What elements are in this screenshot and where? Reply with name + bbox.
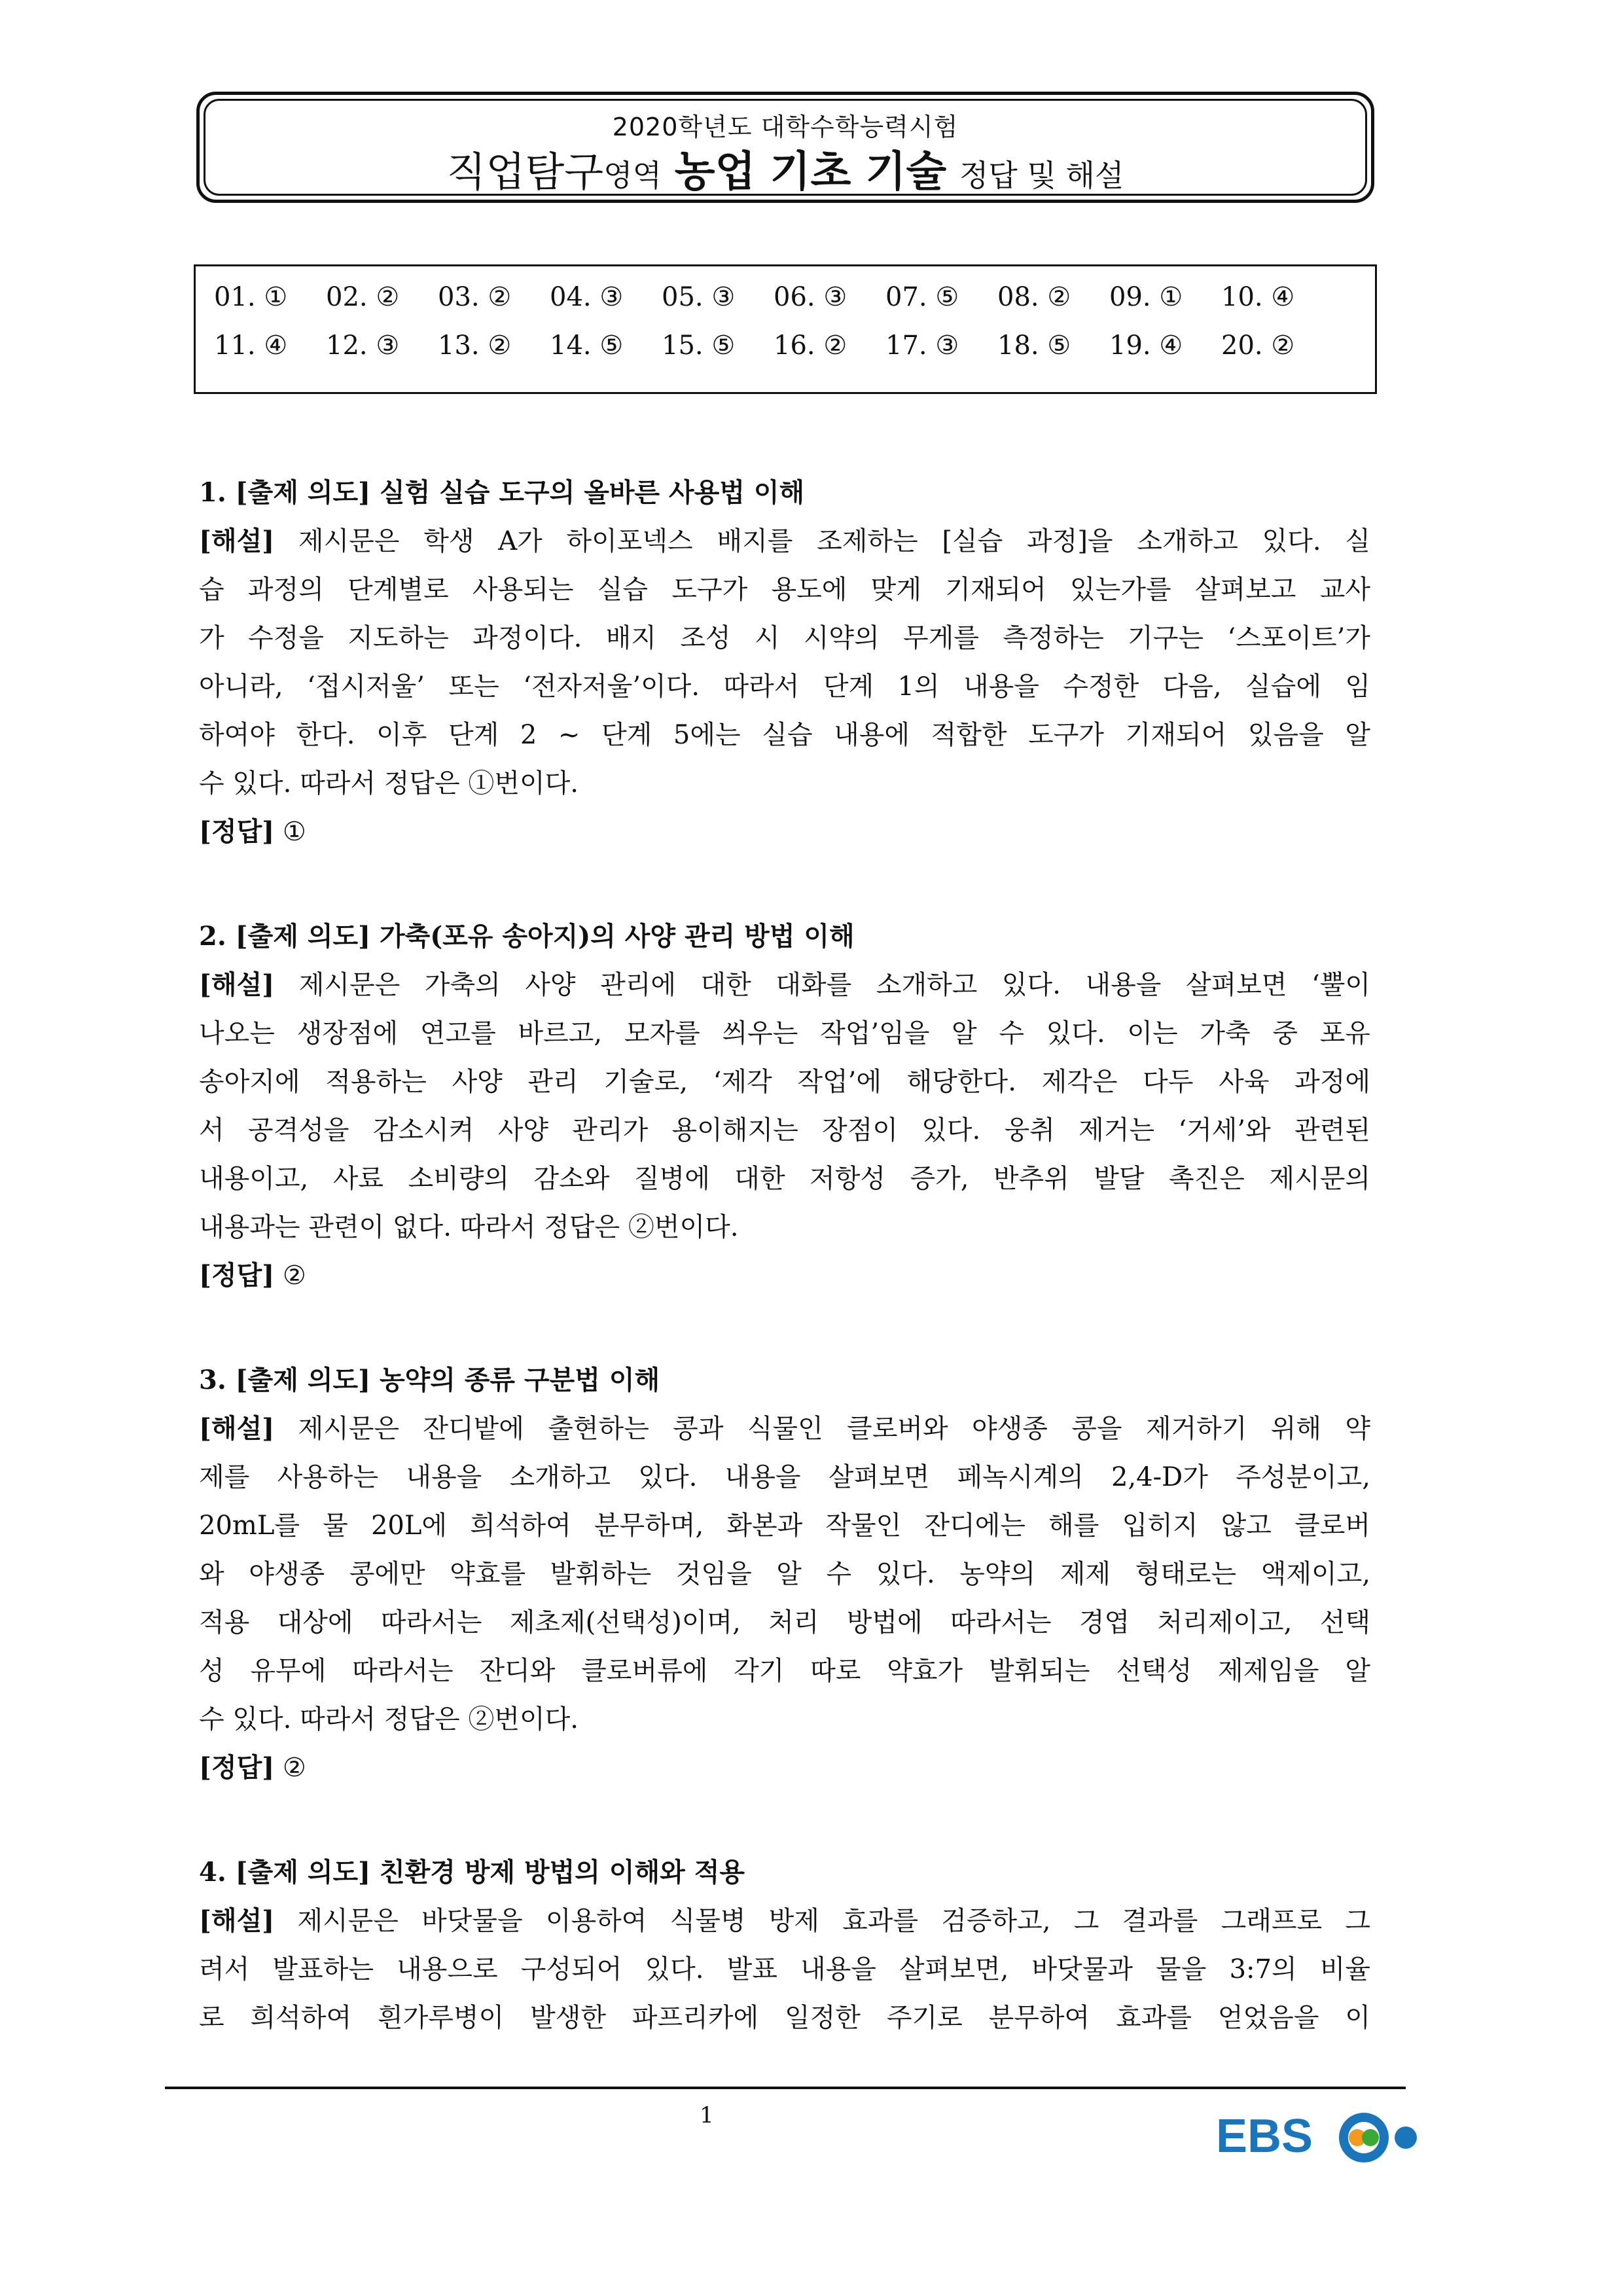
explanation-line: 수 있다. 따라서 정답은 ②번이다. <box>199 1704 579 1734</box>
explanation-line: 아니라, ‘접시저울’ 또는 ‘전자저울’이다. 따라서 단계 1의 내용을 수정한 다음, 실습에 임 <box>199 672 1370 702</box>
question-heading: 1. [출제 의도] 실험 실습 도구의 올바른 사용법 이해 <box>199 477 805 508</box>
explanation-line: 20mL를 물 20L에 희석하여 분무하며, 화본과 작물인 잔디에는 해를 입히지 않고 클로버 <box>199 1511 1370 1541</box>
answer-item: 04. ③ <box>550 282 624 312</box>
answer-item: 19. ④ <box>1109 331 1183 361</box>
answer-row-1 <box>214 282 1362 321</box>
answer-item: 07. ⑤ <box>885 282 959 312</box>
logo-blue-dot <box>1395 2126 1417 2149</box>
answer-item: 02. ② <box>326 282 400 312</box>
explanation-line: 성 유무에 따라서는 잔디와 클로버류에 각기 따로 약효가 발휘되는 선택성 제제임을 알 <box>199 1656 1370 1686</box>
question-heading: 4. [출제 의도] 친환경 방제 방법의 이해와 적용 <box>199 1857 745 1888</box>
answer-item: 13. ② <box>438 331 512 361</box>
ebs-logo-text: EBS <box>1216 2110 1313 2162</box>
answer-item: 14. ⑤ <box>550 331 624 361</box>
explanation-text: 제시문은 가축의 사양 관리에 대한 대화를 소개하고 있다. 내용을 살펴보면 ‘뿔이 <box>298 970 1370 1000</box>
explanation-line <box>199 961 1370 1009</box>
answer-item: 10. ④ <box>1221 282 1295 312</box>
explanation-line: 내용과는 관련이 없다. 따라서 정답은 ②번이다. <box>199 1212 739 1242</box>
answer-item: 15. ⑤ <box>662 331 736 361</box>
explanation-line <box>199 1405 1370 1453</box>
explanation-line: 적용 대상에 따라서는 제초제(선택성)이며, 처리 방법에 따라서는 경엽 처리제이고, 선택 <box>199 1607 1370 1638</box>
title-subject: 농업 기초 기술 <box>674 148 947 196</box>
answer-line <box>199 808 1370 856</box>
answer-row-2 <box>214 331 1362 370</box>
explanation-line <box>199 1897 1370 1945</box>
explanation-line: 와 야생종 콩에만 약효를 발휘하는 것임을 알 수 있다. 농약의 제제 형태로는 액제이고, <box>199 1559 1370 1589</box>
explanation-line: 내용이고, 사료 소비량의 감소와 질병에 대한 저항성 증가, 반추위 발달 촉진은 제시문의 <box>199 1164 1370 1194</box>
answer-line <box>199 1251 1370 1300</box>
question-2 <box>199 912 1370 1300</box>
explanation-text: 제시문은 잔디밭에 출현하는 콩과 식물인 클로버와 야생종 콩을 제거하기 위해 약 <box>298 1414 1370 1444</box>
title-prefix: 직업탐구 <box>446 148 604 196</box>
answer-item: 16. ② <box>774 331 847 361</box>
explanation-line: 서 공격성을 감소시켜 사양 관리가 용이해지는 장점이 있다. 웅취 제거는 ‘거세’와 관련된 <box>199 1115 1370 1145</box>
answer-item: 20. ② <box>1221 331 1295 361</box>
explanation-line: 수 있다. 따라서 정답은 ①번이다. <box>199 768 579 798</box>
answer-item: 11. ④ <box>214 331 288 361</box>
exam-line: 2020학년도 대학수학능력시험 <box>612 113 959 141</box>
explanation-line <box>199 517 1370 565</box>
explanations <box>199 469 1370 2098</box>
answer-item: 06. ③ <box>774 282 847 312</box>
answer-value: ① <box>282 817 306 847</box>
answer-label: [정답] <box>199 1752 275 1783</box>
answer-line <box>199 1744 1370 1792</box>
answer-item: 05. ③ <box>662 282 736 312</box>
explanation-text: 제시문은 바닷물을 이용하여 식물병 방제 효과를 검증하고, 그 결과를 그래프로 그 <box>297 1906 1370 1936</box>
answer-value: ② <box>282 1753 306 1783</box>
ebs-logo <box>1216 2100 1425 2172</box>
question-1 <box>199 469 1370 856</box>
explanation-line: 로 희석하여 흰가루병이 발생한 파프리카에 일정한 주기로 분무하여 효과를 얻었음을 이 <box>199 2003 1370 2033</box>
answer-item: 03. ② <box>438 282 512 312</box>
explanation-text: 제시문은 학생 A가 하이포넥스 배지를 조제하는 [실습 과정]을 소개하고 있다. 실 <box>298 526 1370 556</box>
explanation-label: [해설] <box>199 1413 275 1444</box>
document-title <box>200 138 1371 198</box>
title-box <box>196 92 1374 203</box>
explanation-line: 가 수정을 지도하는 과정이다. 배지 조성 시 시약의 무게를 측정하는 기구는 ‘스포이트’가 <box>199 623 1370 653</box>
explanation-label: [해설] <box>199 526 275 556</box>
explanation-label: [해설] <box>199 969 275 1000</box>
question-3 <box>199 1356 1370 1792</box>
question-4 <box>199 1848 1370 2042</box>
explanation-line: 려서 발표하는 내용으로 구성되어 있다. 발표 내용을 살펴보면, 바닷물과 물을 3:7의 비율 <box>199 1954 1370 1984</box>
answer-label: [정답] <box>199 1260 275 1291</box>
answer-key-box <box>194 264 1377 394</box>
footer-rule <box>165 2087 1406 2089</box>
title-area: 영역 <box>603 158 662 193</box>
explanation-line: 나오는 생장점에 연고를 바르고, 모자를 씌우는 작업’임을 알 수 있다. 이는 가축 중 포유 <box>199 1018 1370 1049</box>
explanation-line: 하여야 한다. 이후 단계 2 ~ 단계 5에는 실습 내용에 적합한 도구가 기재되어 있음을 알 <box>199 720 1370 750</box>
explanation-line: 송아지에 적용하는 사양 관리 기술로, ‘제각 작업’에 해당한다. 제각은 다두 사육 과정에 <box>199 1067 1370 1097</box>
answer-item: 18. ⑤ <box>997 331 1071 361</box>
explanation-line: 제를 사용하는 내용을 소개하고 있다. 내용을 살펴보면 페녹시계의 2,4-D가 주성분이고, <box>199 1462 1370 1492</box>
answer-item: 09. ① <box>1109 282 1183 312</box>
answer-item: 01. ① <box>214 282 288 312</box>
question-heading: 3. [출제 의도] 농약의 종류 구분법 이해 <box>199 1365 660 1395</box>
answer-label: [정답] <box>199 816 275 847</box>
answer-item: 08. ② <box>997 282 1071 312</box>
answer-value: ② <box>282 1261 306 1291</box>
answer-item: 17. ③ <box>885 331 959 361</box>
logo-green-dot <box>1362 2129 1379 2146</box>
explanation-line: 습 과정의 단계별로 사용되는 실습 도구가 용도에 맞게 기재되어 있는가를 살펴보고 교사 <box>199 575 1370 605</box>
title-suffix: 정답 및 해설 <box>959 158 1124 193</box>
answer-item: 12. ③ <box>326 331 400 361</box>
explanation-label: [해설] <box>199 1905 275 1936</box>
question-heading: 2. [출제 의도] 가축(포유 송아지)의 사양 관리 방법 이해 <box>199 921 855 952</box>
page-number: 1 <box>700 2102 714 2128</box>
